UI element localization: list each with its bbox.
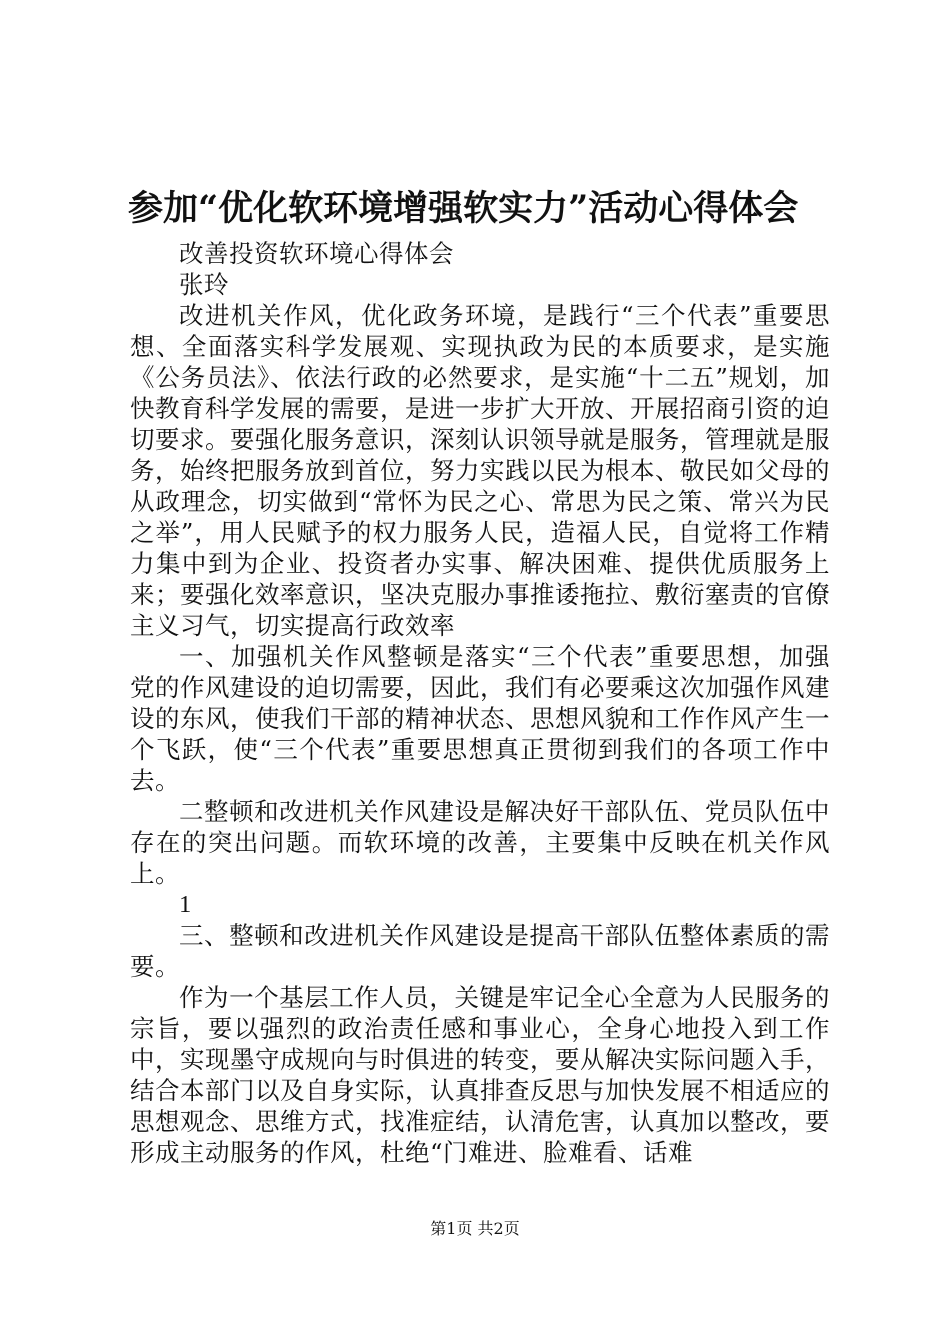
body-paragraph: 改进机关作风，优化政务环境，是践行“三个代表”重要思想、全面落实科学发展观、实现执政为民的本质要求，是实施《公务员法》、依法行政的必然要求，是实施“十二五”规划，加快教育科学发展的需要，是进一步扩大开放、开展招商引资的迫切要求。要强化服务意识，深刻认识领导就是服务，管理就是服务，始终把服务放到首位，努力实践以民为根本、敬民如父母的从政理念，切实做到“常怀为民之心、常思为民之策、常兴为民之举”，用人民赋予的权力服务人民，造福人民，自觉将工作精力集中到为企业、投资者办实事、解决困难、提供优质服务上来；要强化效率意识，坚决克服办事推诿拖拉、敷衍塞责的官僚主义习气，切实提高行政效率 [130,301,830,640]
body-paragraph: 二整顿和改进机关作风建设是解决好干部队伍、党员队伍中存在的突出问题。而软环境的改善，主要集中反映在机关作风上。 [130,797,830,888]
body-paragraph: 作为一个基层工作人员，关键是牢记全心全意为人民服务的宗旨，要以强烈的政治责任感和事业心，全身心地投入到工作中，实现墨守成规向与时俱进的转变，要从解决实际问题入手，结合本部门以及自身实际，认真排查反思与加快发展不相适应的思想观念、思维方式，找准症结，认清危害，认真加以整改，要形成主动服务的作风，杜绝“门难进、脸难看、话难 [130,983,830,1167]
document-subtitle: 改善投资软环境心得体会 [179,239,454,268]
body-paragraph: 一、加强机关作风整顿是落实“三个代表”重要思想，加强党的作风建设的迫切需要，因此，我们有必要乘这次加强作风建设的东风，使我们干部的精神状态、思想风貌和工作作风产生一个飞跃，使“三个代表”重要思想真正贯彻到我们的各项工作中去。 [130,642,830,795]
page-marker: 1 [179,891,192,918]
document-body [130,238,830,1168]
document-author: 张玲 [179,270,229,299]
document-title: 参加“优化软环境增强软实力”活动心得体会 [128,188,799,229]
page-footer: 第1页 共2页 [430,1219,520,1238]
body-paragraph: 三、整顿和改进机关作风建设是提高干部队伍整体素质的需要。 [130,921,830,981]
